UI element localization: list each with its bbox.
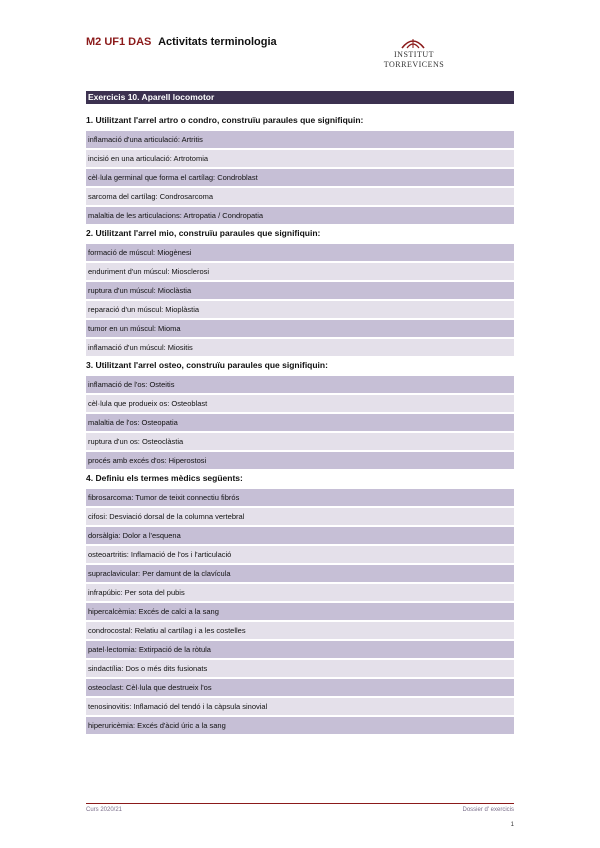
definition-row: tenosinovitis: Inflamació del tendó i la càpsula sinovial bbox=[86, 698, 514, 715]
definition-row: patel·lectomia: Extirpació de la ròtula bbox=[86, 641, 514, 658]
exercise-content bbox=[86, 109, 514, 736]
definition-row: condrocostal: Relatiu al cartílag i a les costelles bbox=[86, 622, 514, 639]
definition-row: osteoartritis: Inflamació de l'os i l'articulació bbox=[86, 546, 514, 563]
logo-mark-icon bbox=[400, 36, 426, 50]
answer-row: malaltia de l'os: Osteopatia bbox=[86, 414, 514, 431]
definition-row: cifosi: Desviació dorsal de la columna vertebral bbox=[86, 508, 514, 525]
institution-logo bbox=[382, 36, 446, 76]
definition-row: dorsàlgia: Dolor a l'esquena bbox=[86, 527, 514, 544]
answer-row: formació de múscul: Miogènesi bbox=[86, 244, 514, 261]
logo-text-line2: TORREVICENS bbox=[383, 60, 445, 69]
answer-row: inflamació d'una articulació: Artritis bbox=[86, 131, 514, 148]
footer-course: Curs 2020/21 bbox=[86, 807, 123, 813]
question-title: 2. Utilitzant l'arrel mio, construïu paraules que signifiquin: bbox=[86, 228, 321, 238]
answer-row: cèl·lula germinal que forma el cartílag: Condroblast bbox=[86, 169, 514, 186]
question-title: 3. Utilitzant l'arrel osteo, construïu paraules que signifiquin: bbox=[86, 360, 328, 370]
answer-row: ruptura d'un os: Osteoclàstia bbox=[86, 433, 514, 450]
definition-row: fibrosarcoma: Tumor de teixit connectiu fibrós bbox=[86, 489, 514, 506]
definition-row: infrapúbic: Per sota del pubis bbox=[86, 584, 514, 601]
footer-dossier: Dossier d' exercicis bbox=[462, 807, 514, 813]
section-title-bar: Exercicis 10. Aparell locomotor bbox=[86, 91, 514, 104]
page-number: 1 bbox=[510, 822, 514, 828]
answer-row: inflamació d'un múscul: Miositis bbox=[86, 339, 514, 356]
definition-row: hipercalcèmia: Excés de calci a la sang bbox=[86, 603, 514, 620]
answer-row: inflamació de l'os: Osteitis bbox=[86, 376, 514, 393]
definition-row: osteoclast: Cèl·lula que destrueix l'os bbox=[86, 679, 514, 696]
question-title: 1. Utilitzant l'arrel artro o condro, construïu paraules que signifiquin: bbox=[86, 115, 364, 125]
answer-row: reparació d'un múscul: Mioplàstia bbox=[86, 301, 514, 318]
answer-row: sarcoma del cartílag: Condrosarcoma bbox=[86, 188, 514, 205]
question-title: 4. Definiu els termes mèdics següents: bbox=[86, 473, 243, 483]
answer-row: incisió en una articulació: Artrotomia bbox=[86, 150, 514, 167]
definition-row: hiperuricèmia: Excés d'àcid úric a la sang bbox=[86, 717, 514, 734]
answer-row: enduriment d'un múscul: Miosclerosi bbox=[86, 263, 514, 280]
document-title: Activitats terminologia bbox=[158, 36, 277, 48]
document-header bbox=[86, 36, 277, 48]
definition-row: supraclavicular: Per damunt de la clavícula bbox=[86, 565, 514, 582]
logo-text-line1: INSTITUT bbox=[394, 50, 434, 59]
definition-row: sindactília: Dos o més dits fusionats bbox=[86, 660, 514, 677]
answer-row: procés amb excés d'os: Hiperostosi bbox=[86, 452, 514, 469]
answer-row: ruptura d'un múscul: Mioclàstia bbox=[86, 282, 514, 299]
module-code: M2 UF1 DAS bbox=[86, 36, 152, 48]
footer-divider bbox=[86, 803, 514, 804]
answer-row: tumor en un múscul: Mioma bbox=[86, 320, 514, 337]
answer-row: cèl·lula que produeix os: Osteoblast bbox=[86, 395, 514, 412]
answer-row: malaltia de les articulacions: Artropatia / Condropatia bbox=[86, 207, 514, 224]
